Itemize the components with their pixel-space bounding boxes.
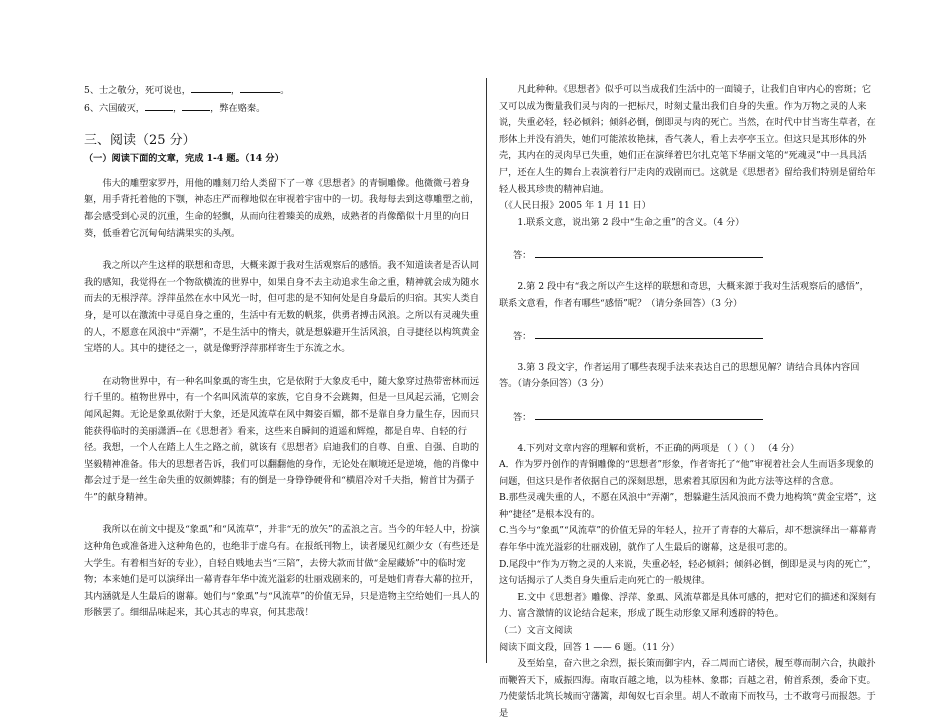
section-3-title: 三、阅读（25 分） bbox=[84, 133, 196, 149]
column-divider bbox=[486, 78, 487, 663]
passage-paragraph-5: 凡此种种。《思想者》似乎可以当成我们生活中的一面镜子，让我们自审内心的窖斑；它又可以成为衡量我们灵与肉的一把标尺，时刻丈量出我们自身的失重。作为万物之灵的人来说，失重必轻，轻必倾斜；倾斜必倒，倒即灵与肉的死亡。当然，在时代中甘当寄生草者，在形体上并没有消失，她们可能浓妆艳抹，香气袭人，看上去亭亭玉立。但这只是其形体的外壳，其内在的灵肉早已失重，她们正在演绎着巴尔扎克笔下华丽文笔的“死魂灵”中一具具活尸，还在人生的舞台上表演着行尸走肉的戏剧而已。这就是《思想者》留给我们特别是留给年轻人极其珍贵的精神启迪。 bbox=[499, 84, 876, 195]
question-5: 5、士之敬分，死可说也， ， 。 bbox=[84, 82, 480, 100]
answer-line[interactable] bbox=[535, 407, 763, 420]
question-4: 4.下列对文章内容的理解和赏析，不正确的两项是 （ ）（ ） （4 分） bbox=[517, 442, 800, 454]
question-1: 1.联系文意，说出第 2 段中“生命之重”的含义。（4 分） bbox=[517, 216, 745, 228]
question-6: 6、六国破灭， ， ，弊在赂秦。 bbox=[84, 100, 480, 118]
option-a: A．作为罗丹创作的青铜雕像的“思想者”形象，作者寄托了“他”审视着社会人生而语多现象的问题，但这只是作者依据自己的深刻思想，思索着其原因和为此方法等这样的含意。 bbox=[499, 459, 874, 487]
fill-blank[interactable] bbox=[240, 82, 280, 93]
option-e: E.文中《思想者》雕像、浮萍、象虱、风流草都是具体可感的，把对它们的描述和深刻有力、富含激情的议论结合起来，形成了既生动形象又犀利透辟的特色。 bbox=[499, 591, 877, 620]
question-3: 3.第 3 段文字，作者运用了哪些表现手法来表达自己的思想见解？请结合具体内容回答。（请分条回答）（3 分） bbox=[499, 361, 860, 390]
answer-row-3: 答： bbox=[499, 407, 877, 427]
answer-row-1: 答： bbox=[499, 245, 877, 265]
part-2-instruction: 阅读下面文段，回答 1 —— 6 题。（11 分） bbox=[499, 641, 680, 653]
right-column bbox=[499, 82, 877, 723]
classical-passage: 及至始皇，奋六世之余烈，振长策而御宇内，吞二周而亡诸侯，履至尊而制六合，执敲扑而鞭笞天下，威振四海。南取百越之地，以为桂林、象郡；百越之君，俯首系颈，委命下吏。乃使蒙恬北筑长城而守藩篱，却匈奴七百余里。胡人不敢南下而牧马，士不敢弯弓而报怨。于是 bbox=[499, 658, 876, 719]
part-1-title: （一）阅读下面的文章，完成 1-4 题。（14 分） bbox=[84, 153, 284, 165]
answer-row-2: 答： bbox=[499, 326, 877, 346]
option-d: D.尾段中“作为万物之灵的人来说，失重必轻，轻必倾斜；倾斜必倒，倒即是灵与肉的死亡”，这句话揭示了人类自身失重后走向死亡的一般规律。 bbox=[499, 558, 877, 587]
answer-line[interactable] bbox=[535, 326, 763, 339]
answer-line[interactable] bbox=[535, 245, 763, 258]
passage-paragraph-1: 伟大的雕塑家罗丹，用他的雕刻刀给人类留下了一尊《思想者》的青铜雕像。他微微弓着身躯，用手背托着他的下颚，神态庄严而穆地似在审视着宇宙中的一切。我每每去到这尊雕塑之前，都会感受到心灵的沉重，生命的轻飘，从而向往着臻美的成熟，成熟者的肖像酷似十月里的向日葵，低垂着它沉甸甸结满果实的头颅。 bbox=[84, 177, 480, 239]
fill-blank[interactable] bbox=[145, 100, 173, 111]
passage-paragraph-3: 在动物世界中，有一种名叫象虱的寄生虫，它是依附于大象皮毛中，随大象穿过热带密林而远行千里的。植物世界中，有一个名叫风流草的家族，它自身不会跳舞，但是一旦风起云涌，它则会闻风起舞。无论是象虱依附于大象，还是风流草在风中舞姿百媚，都不是靠自身力量生存，因而只能获得临时的美丽潇洒--在《思想者》看来，这些来自瞬间的逍遥和辉煌，都是自卑、自轻的行径。我想，一个人在踏上人生之路之前，就该有《思想者》启迪我们的自尊、自重、自强、自助的坚毅精神准备。伟大的思想者告诉，我们可以翻翻他的身作，无论处在顺境还是逆境，他的肖像中都会过于是一丝生命失重的奴颜婢膝；有的倒是一身铮铮硬骨和“横眉冷对千夫指，俯首甘为孺子牛”的献身精神。 bbox=[84, 375, 480, 503]
option-c: C.当今与“象虱”“风流草”的价值无异的年轻人，拉开了青春的大幕后，却不想演绎出一幕幕青春年华中流光溢彩的壮丽戏剧，就作了人生最后的谢幕，这是很可悲的。 bbox=[499, 525, 877, 554]
fill-blank[interactable] bbox=[182, 100, 210, 111]
passage-paragraph-2: 我之所以产生这样的联想和奇思，大概来源于我对生活观察后的感悟。我不知道读者是否认同我的感知，我觉得在一个物欲横流的世界中，如果自身不去主动追求生命之重，精神就会成为随水而去的无根浮萍。浮萍虽然在水中风光一时，但可悲的是不知何处是自身最后的归宿。其实人类自身，是可以在激流中寻觅自身之重的，生活中有无数的帆浆，供勇者搏击风浪。之所以有灵魂失重的人，不愿意在风浪中“弄潮”，不是生活中的惰夫，就是想躲避开生活风浪，自寻捷径以构筑黄金宝塔的人。其中的捷径之一，就是像野浮萍那样寄生于东流之水。 bbox=[84, 260, 480, 355]
source-citation: （《人民日报》2005 年 1 月 11 日） bbox=[499, 200, 651, 212]
passage-paragraph-4: 我所以在前文中提及“象虱”和“风流草”，并非“无的放矢”的孟浪之言。当今的年轻人中，扮演这种角色或准备进入这种角色的，也绝非于虚乌有。在报纸刊物上，读者屡见红颜少女（有些还是大学生。有着相当好的专业），自轻自贱地去当“三陪”，去傍大款而甘做“金屋藏娇”中的临时宠物；本来她们是可以演绎出一幕青春年华中流光溢彩的壮丽戏剧来的，可是她们青春大幕的拉开，其内涵就是人生最后的谢幕。她们与“象虱”与“风流草”的价值无异，只是造物主空给她们一具人的形骸罢了。细细品味起来，其心其志的卑哀，何其悲哉！ bbox=[84, 524, 480, 619]
part-2-title: （二）文言文阅读 bbox=[499, 625, 573, 637]
fill-blank[interactable] bbox=[191, 82, 231, 93]
option-b: B.那些灵魂失重的人，不愿在风浪中“弄潮”，想躲避生活风浪而不费力地构筑“黄金宝塔”，这种“捷径”是根本没有的。 bbox=[499, 492, 877, 520]
question-2: 2.第 2 段中有“我之所以产生这样的联想和奇思，大概来源于我对生活观察后的感悟”，联系文意看，作者有哪些“感悟”呢？（请分条回答）（3 分） bbox=[499, 280, 869, 309]
left-column bbox=[84, 82, 480, 622]
